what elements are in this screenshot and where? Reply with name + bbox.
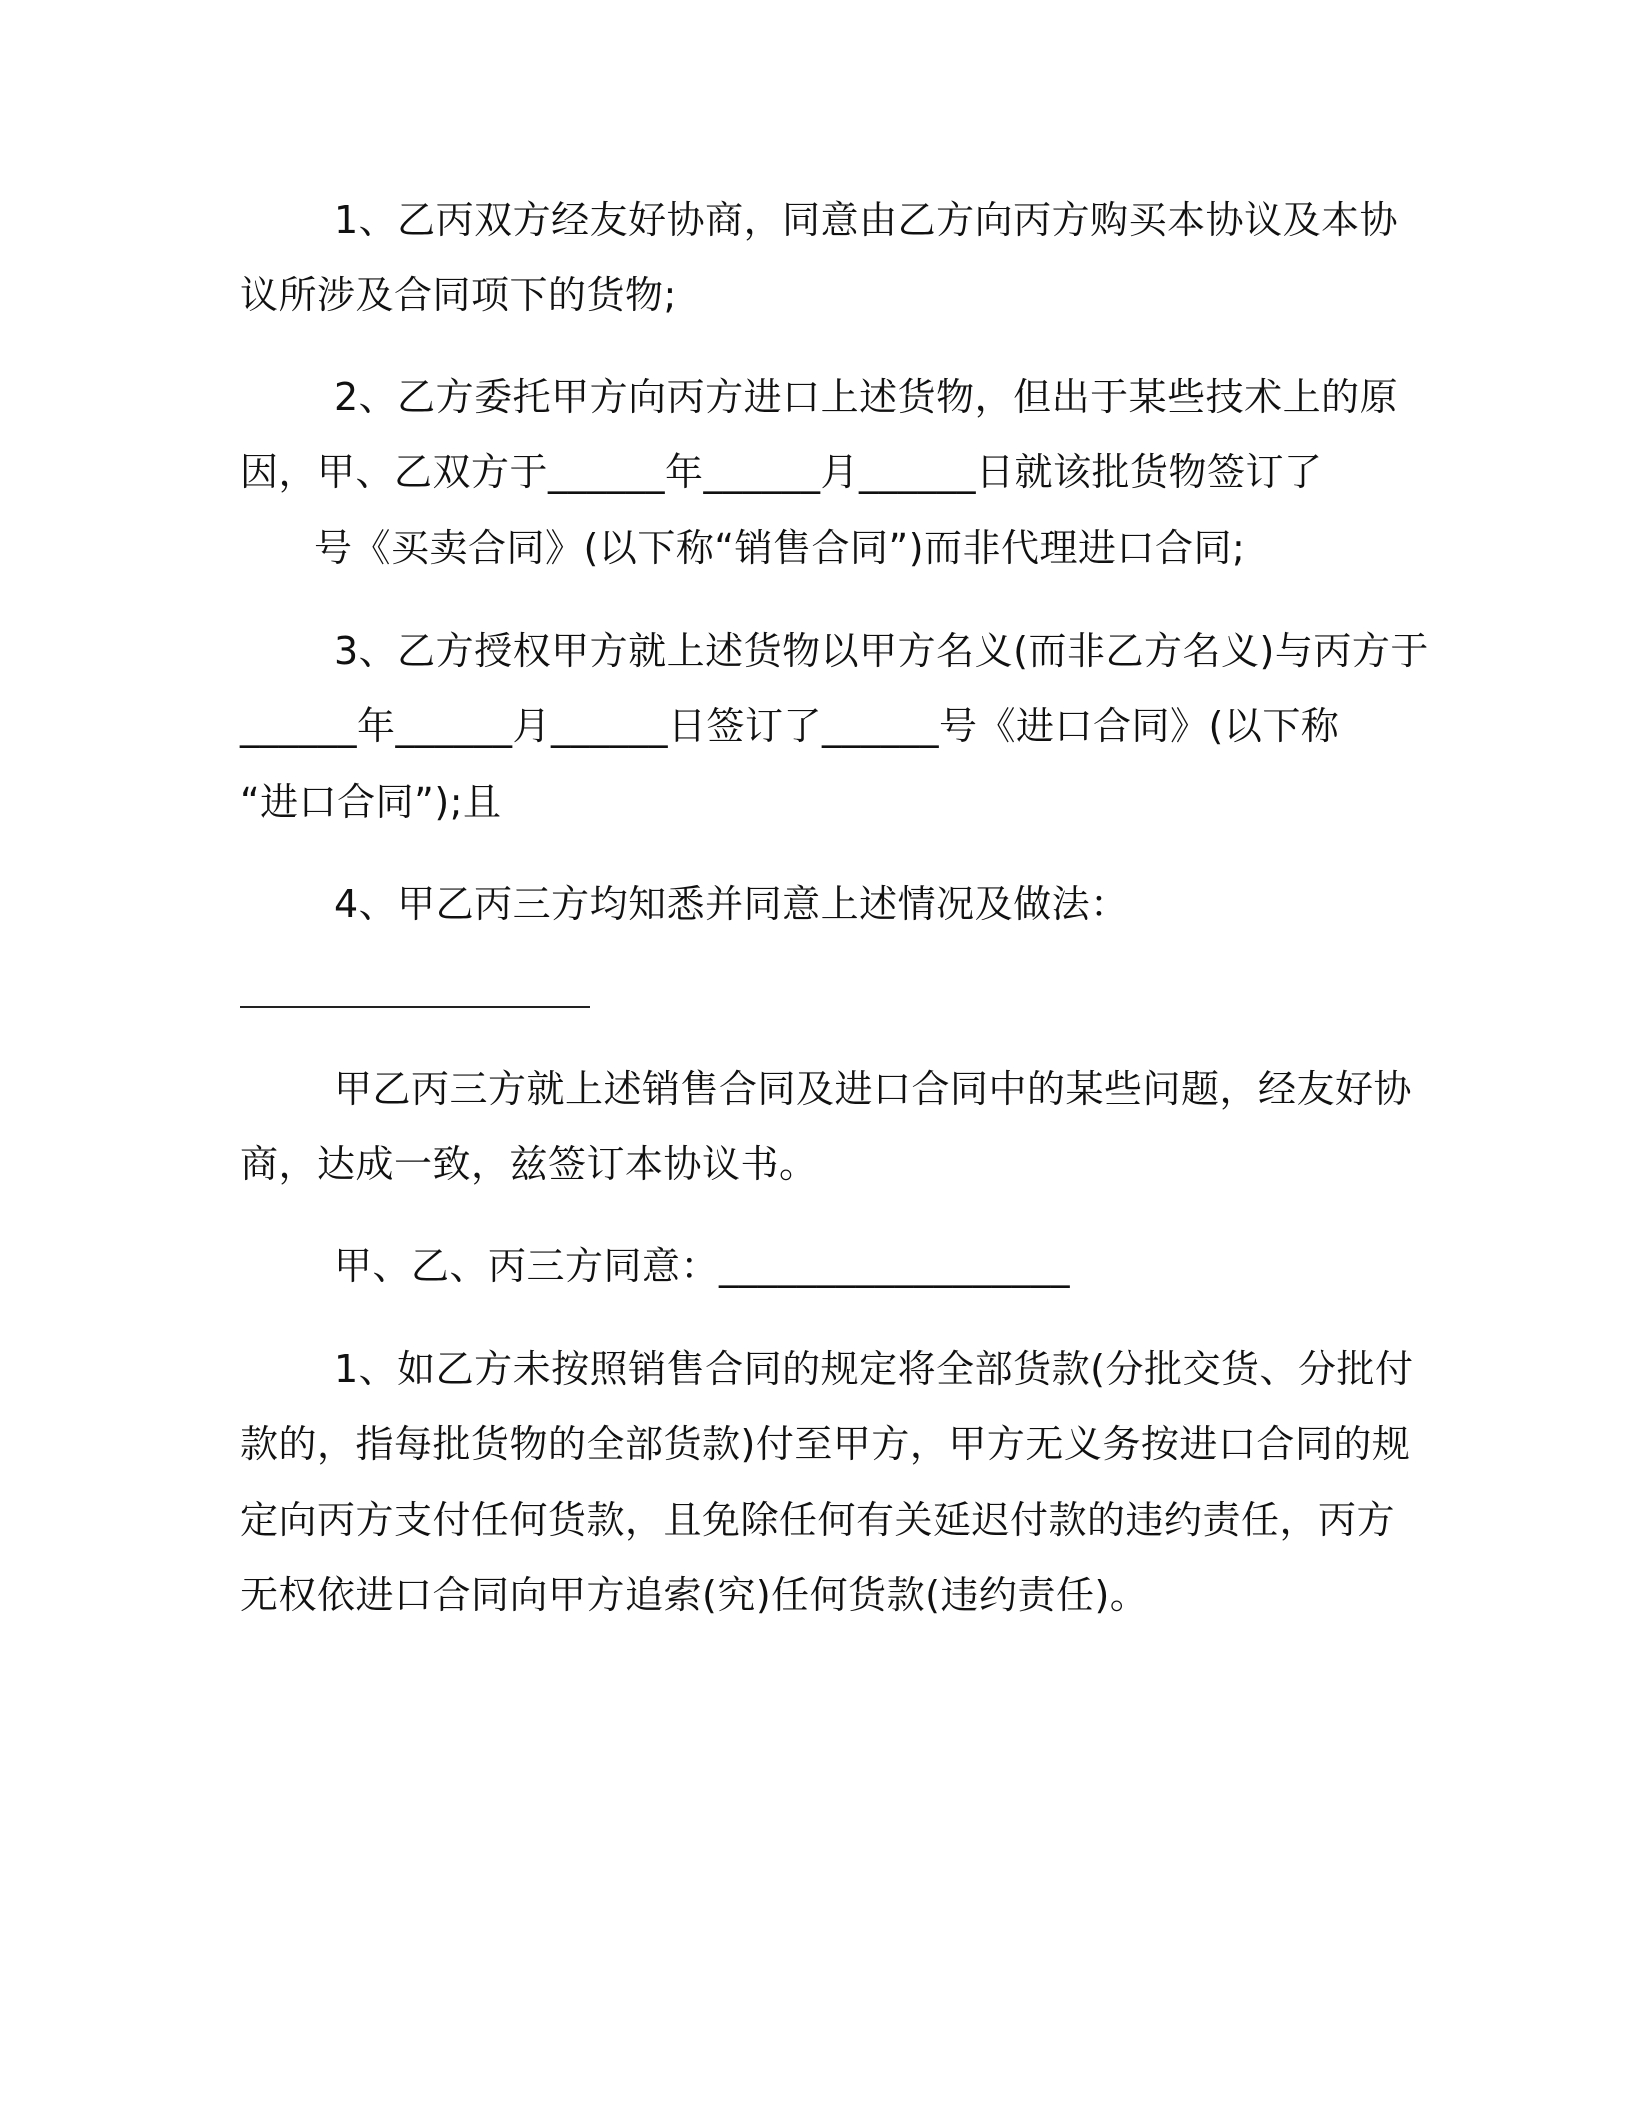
- preamble-line-2: 商，达成一致，兹签订本协议书。: [240, 1142, 818, 1186]
- clause-4-line-1: 4、甲乙丙三方均知悉并同意上述情况及做法：: [334, 882, 1129, 926]
- term-1-line-1: 1、如乙方未按照销售合同的规定将全部货款(分批交货、分批付: [334, 1347, 1414, 1391]
- clause-2-line-1: 2、乙方委托甲方向丙方进口上述货物，但出于某些技术上的原: [334, 375, 1399, 419]
- clause-2-line-3: 号《买卖合同》(以下称“销售合同”)而非代理进口合同;: [314, 526, 1246, 570]
- term-1-line-4: 无权依进口合同向甲方追索(究)任何货款(违约责任)。: [240, 1573, 1149, 1617]
- agreement-intro: 甲、乙、丙三方同意：__________________: [334, 1244, 1071, 1288]
- preamble-line-1: 甲乙丙三方就上述销售合同及进口合同中的某些问题，经友好协: [334, 1067, 1413, 1111]
- term-1-line-3: 定向丙方支付任何货款，且免除任何有关延迟付款的违约责任，丙方: [240, 1498, 1396, 1542]
- clause-1-line-1: 1、乙丙双方经友好协商，同意由乙方向丙方购买本协议及本协: [334, 198, 1399, 242]
- term-1-line-2: 款的，指每批货物的全部货款)付至甲方，甲方无义务按进口合同的规: [240, 1422, 1411, 1466]
- clause-3-line-2: ______年______月______日签订了______号《进口合同》(以下称: [240, 704, 1340, 748]
- clause-1-line-2: 议所涉及合同项下的货物;: [240, 273, 677, 317]
- blank-line-rule: [240, 1006, 590, 1008]
- clause-3-line-1: 3、乙方授权甲方就上述货物以甲方名义(而非乙方名义)与丙方于: [334, 629, 1429, 673]
- clause-3-line-3: “进口合同”);且: [240, 780, 502, 824]
- clause-2-line-2: 因，甲、乙双方于______年______月______日就该批货物签订了: [240, 450, 1323, 494]
